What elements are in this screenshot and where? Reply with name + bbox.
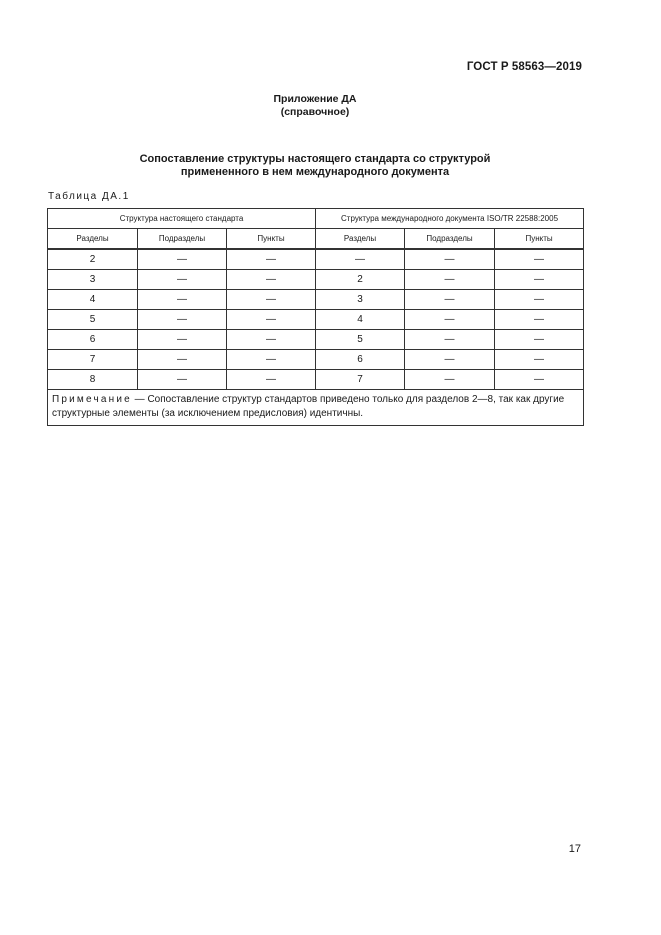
structure-comparison-table xyxy=(47,208,584,426)
table-cell: 2 xyxy=(48,249,138,270)
column-header: Пункты xyxy=(495,229,584,250)
annex-subtitle: (справочное) xyxy=(280,106,350,118)
section-title-line-2: примененного в нем международного документа xyxy=(180,166,450,178)
table-cell: — xyxy=(405,370,495,390)
table-cell: 6 xyxy=(316,350,405,370)
table-cell: — xyxy=(495,270,584,290)
table-cell: — xyxy=(495,330,584,350)
table-row xyxy=(48,290,584,310)
table-cell: — xyxy=(138,270,227,290)
table-cell: 3 xyxy=(48,270,138,290)
table-cell: — xyxy=(495,370,584,390)
table-cell: — xyxy=(227,310,316,330)
table-cell: — xyxy=(138,310,227,330)
column-header: Подразделы xyxy=(405,229,495,250)
page-number: 17 xyxy=(568,843,581,855)
table-row xyxy=(48,330,584,350)
table-cell: 4 xyxy=(48,290,138,310)
group-header-national: Структура настоящего стандарта xyxy=(48,209,316,229)
table-row xyxy=(48,310,584,330)
table-cell: 5 xyxy=(48,310,138,330)
table-cell: — xyxy=(227,249,316,270)
table-row xyxy=(48,249,584,270)
table-caption: Таблица ДА.1 xyxy=(48,191,130,202)
table-cell: 8 xyxy=(48,370,138,390)
table-cell: — xyxy=(316,249,405,270)
table-cell: — xyxy=(138,350,227,370)
section-title xyxy=(0,153,630,179)
document-code: ГОСТ Р 58563—2019 xyxy=(466,61,582,73)
table-cell: — xyxy=(405,330,495,350)
table-cell: — xyxy=(405,310,495,330)
note-text: — Сопоставление структур стандартов приведено только для разделов 2—8, так как другие структурные элементы (за исключением предисловия) идентичны. xyxy=(52,394,565,419)
annex-heading xyxy=(0,93,630,119)
table-note xyxy=(48,390,584,426)
table-cell: 2 xyxy=(316,270,405,290)
table-note-row xyxy=(48,390,584,426)
table-cell: — xyxy=(405,270,495,290)
table-row xyxy=(48,350,584,370)
table-group-header-row xyxy=(48,209,584,229)
annex-title: Приложение ДА xyxy=(273,93,357,105)
table-cell: — xyxy=(405,350,495,370)
table-cell: — xyxy=(405,290,495,310)
table-cell: — xyxy=(227,370,316,390)
table-cell: 7 xyxy=(48,350,138,370)
table-cell: 7 xyxy=(316,370,405,390)
table-row xyxy=(48,370,584,390)
section-title-line-1: Сопоставление структуры настоящего стандарта со структурой xyxy=(139,153,491,165)
table-cell: — xyxy=(495,249,584,270)
table-cell: 4 xyxy=(316,310,405,330)
table-cell: — xyxy=(227,270,316,290)
note-label: Примечание xyxy=(52,394,132,405)
table-cell: — xyxy=(227,350,316,370)
table-cell: — xyxy=(138,290,227,310)
table-cell: — xyxy=(405,249,495,270)
column-header: Разделы xyxy=(48,229,138,250)
table-cell: — xyxy=(495,310,584,330)
table-cell: — xyxy=(138,370,227,390)
table-cell: 5 xyxy=(316,330,405,350)
group-header-international: Структура международного документа ISO/TR 22588:2005 xyxy=(316,209,584,229)
table-cell: — xyxy=(138,249,227,270)
table-cell: — xyxy=(138,330,227,350)
column-header: Разделы xyxy=(316,229,405,250)
table-cell: — xyxy=(227,330,316,350)
table-cell: — xyxy=(227,290,316,310)
table-cell: 3 xyxy=(316,290,405,310)
table-cell: — xyxy=(495,350,584,370)
table-cell: 6 xyxy=(48,330,138,350)
column-header: Подразделы xyxy=(138,229,227,250)
table-cell: — xyxy=(495,290,584,310)
column-header: Пункты xyxy=(227,229,316,250)
table-row xyxy=(48,270,584,290)
table-column-header-row xyxy=(48,229,584,250)
